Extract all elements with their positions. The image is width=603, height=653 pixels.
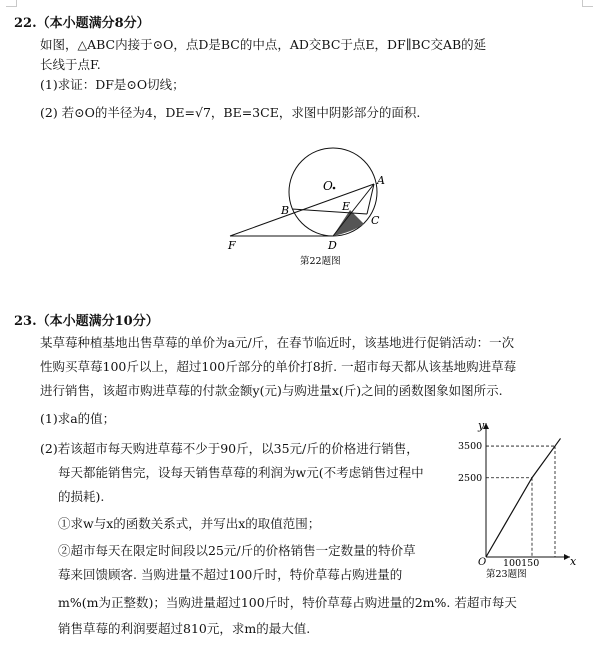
q23-function-graph bbox=[456, 415, 578, 580]
center-dot bbox=[333, 187, 336, 190]
q23-sub2-line4: 销售草莓的利润要超过810元，求m的最大值. bbox=[58, 621, 311, 636]
q23-stem-line1: 某草莓种植基地出售草莓的单价为a元/斤，在春节临近时，该基地进行促销活动：一次 bbox=[40, 335, 515, 350]
q23-sub2-line1: ②超市每天在限定时间段以25元/斤的价格销售一定数量的特价草 bbox=[58, 543, 416, 558]
q22-stem-line1: 如图，△ABC内接于⊙O，点D是BC的中点，AD交BC于点E，DF∥BC交AB的延 bbox=[40, 37, 487, 52]
y-axis-label: y bbox=[478, 419, 485, 432]
series-line bbox=[486, 438, 561, 557]
label-d: D bbox=[328, 239, 337, 252]
page-corner-mark-right bbox=[582, 0, 593, 7]
y-tick-label-2500: 2500 bbox=[458, 472, 483, 484]
label-f: F bbox=[228, 239, 236, 252]
x-axis-label: x bbox=[570, 555, 577, 568]
q23-part1: (1)求a的值； bbox=[40, 411, 116, 426]
y-tick-label-3500: 3500 bbox=[458, 441, 483, 453]
q22-part2: (2) 若⊙O的半径为4，DE=√7，BE=3CE，求图中阴影部分的面积. bbox=[40, 105, 421, 120]
q23-part2-line2: 每天都能销售完，设每天销售草莓的利润为w元(不考虑销售过程中 bbox=[58, 465, 424, 480]
q23-stem-line2: 性购买草莓100斤以上，超过100斤部分的单价打8折. 一超市每天都从该基地购进草莓 bbox=[40, 359, 517, 374]
q23-header: 23.（本小题满分10分） bbox=[14, 314, 159, 329]
label-o: O bbox=[323, 179, 333, 193]
q22-stem-line2: 长线于点F. bbox=[40, 57, 101, 72]
q22-header: 22.（本小题满分8分） bbox=[14, 16, 150, 31]
q23-figure-caption: 第23题图 bbox=[486, 569, 527, 580]
q22-figure-caption: 第22题图 bbox=[300, 256, 341, 267]
q23-part2-line1: (2)若该超市每天购进草莓不少于90斤，以35元/斤的价格进行销售， bbox=[40, 441, 419, 456]
q22-part1: (1)求证：DF是⊙O切线； bbox=[40, 77, 185, 92]
x-tick-label: 100150 bbox=[503, 558, 540, 569]
q22-geometry-figure bbox=[220, 140, 390, 270]
q23-part2-line3: 的损耗). bbox=[58, 489, 105, 504]
label-e: E bbox=[342, 200, 351, 213]
q23-sub2-line2: 莓来回馈顾客. 当购进量不超过100斤时，特价草莓占购进量的 bbox=[58, 567, 403, 582]
q23-sub2-line3: m%(m为正整数)；当购进量超过100斤时，特价草莓占购进量的2m%. 若超市每天 bbox=[58, 595, 517, 610]
label-c: C bbox=[371, 214, 380, 227]
circle-o bbox=[289, 148, 377, 236]
label-a: A bbox=[377, 174, 385, 187]
page-corner-mark-left bbox=[6, 0, 17, 7]
q23-sub1: ①求w与x的函数关系式，并写出x的取值范围； bbox=[58, 516, 321, 531]
origin-label: O bbox=[478, 557, 487, 568]
label-b: B bbox=[281, 204, 290, 217]
q23-stem-line3: 进行销售，该超市购进草莓的付款金额y(元)与购进量x(斤)之间的函数图象如图所示. bbox=[40, 383, 503, 398]
line-bc bbox=[292, 209, 367, 214]
